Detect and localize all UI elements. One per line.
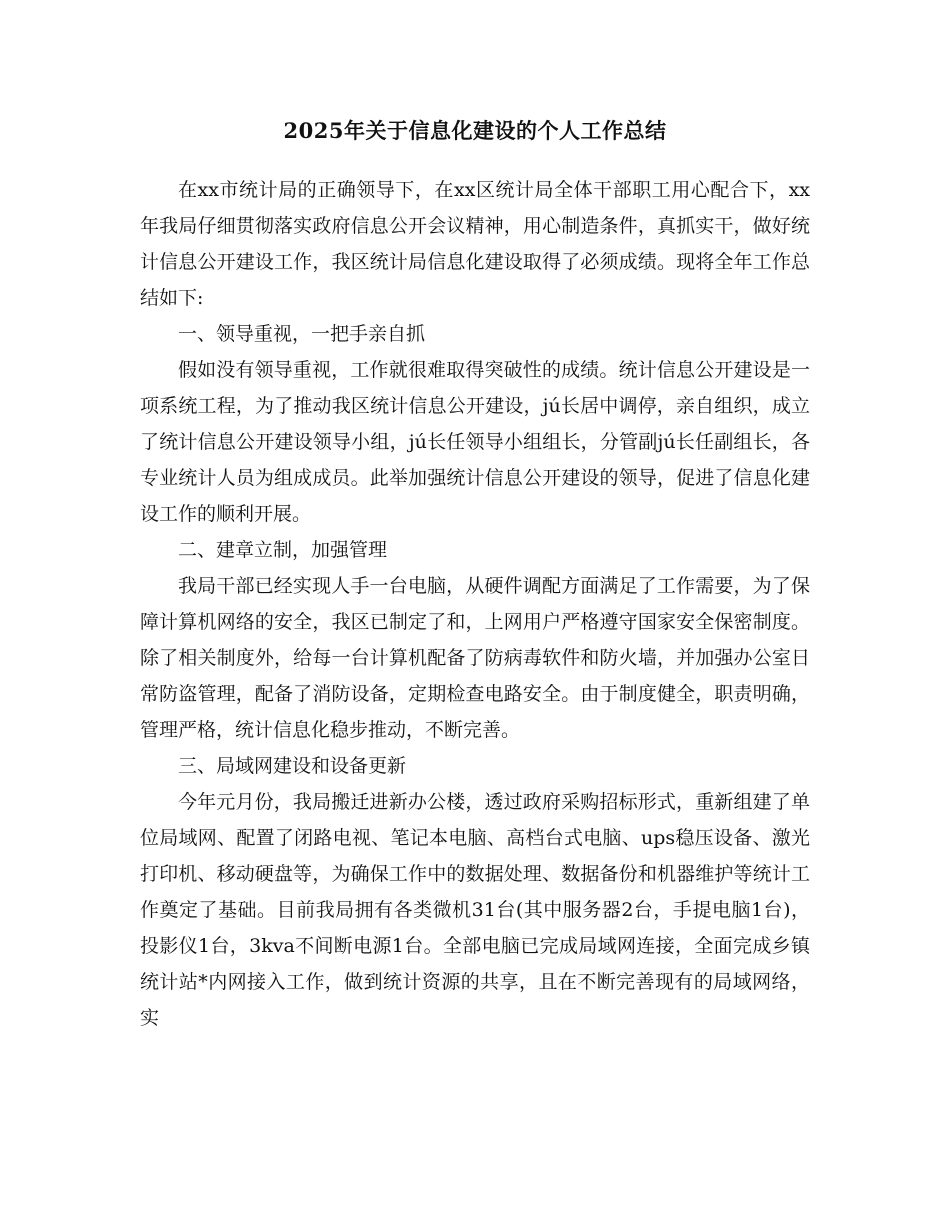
section-heading-1: 一、领导重视，一把手亲自抓 — [178, 323, 426, 345]
intro-paragraph: 在xx市统计局的正确领导下，在xx区统计局全体干部职工用心配合下，xx年我局仔细贯彻落实政府信息公开会议精神，用心制造条件，真抓实干，做好统计信息公开建设工作，我区统计局信息化建设取得了必须成绩。现将全年工作总结如下: — [140, 179, 810, 309]
section-2-paragraph: 我局干部已经实现人手一台电脑，从硬件调配方面满足了工作需要，为了保障计算机网络的安全，我区已制定了和，上网用户严格遵守国家安全保密制度。除了相关制度外，给每一台计算机配备了防病毒软件和防火墙，并加强办公室日常防盗管理，配备了消防设备，定期检查电路安全。由于制度健全，职责明确，管理严格，统计信息化稳步推动，不断完善。 — [140, 575, 810, 741]
section-1-paragraph: 假如没有领导重视，工作就很难取得突破性的成绩。统计信息公开建设是一项系统工程，为了推动我区统计信息公开建设，jú长居中调停，亲自组织，成立了统计信息公开建设领导小组，jú长任领导小组组长，分管副jú长任副组长，各专业统计人员为组成成员。此举加强统计信息公开建设的领导，促进了信息化建设工作的顺利开展。 — [140, 359, 810, 525]
section-heading-3: 三、局域网建设和设备更新 — [178, 755, 407, 777]
section-3-paragraph: 今年元月份，我局搬迁进新办公楼，透过政府采购招标形式，重新组建了单位局域网、配置了闭路电视、笔记本电脑、高档台式电脑、ups稳压设备、激光打印机、移动硬盘等，为确保工作中的数据处理、数据备份和机器维护等统计工作奠定了基础。目前我局拥有各类微机31台(其中服务器2台，手提电脑1台)，投影仪1台，3kva不间断电源1台。全部电脑已完成局域网连接，全面完成乡镇统计站*内网接入工作，做到统计资源的共享，且在不断完善现有的局域网络，实 — [140, 791, 810, 1029]
section-heading-2: 二、建章立制，加强管理 — [178, 539, 388, 561]
document-title: 2025年关于信息化建设的个人工作总结 — [283, 118, 667, 143]
